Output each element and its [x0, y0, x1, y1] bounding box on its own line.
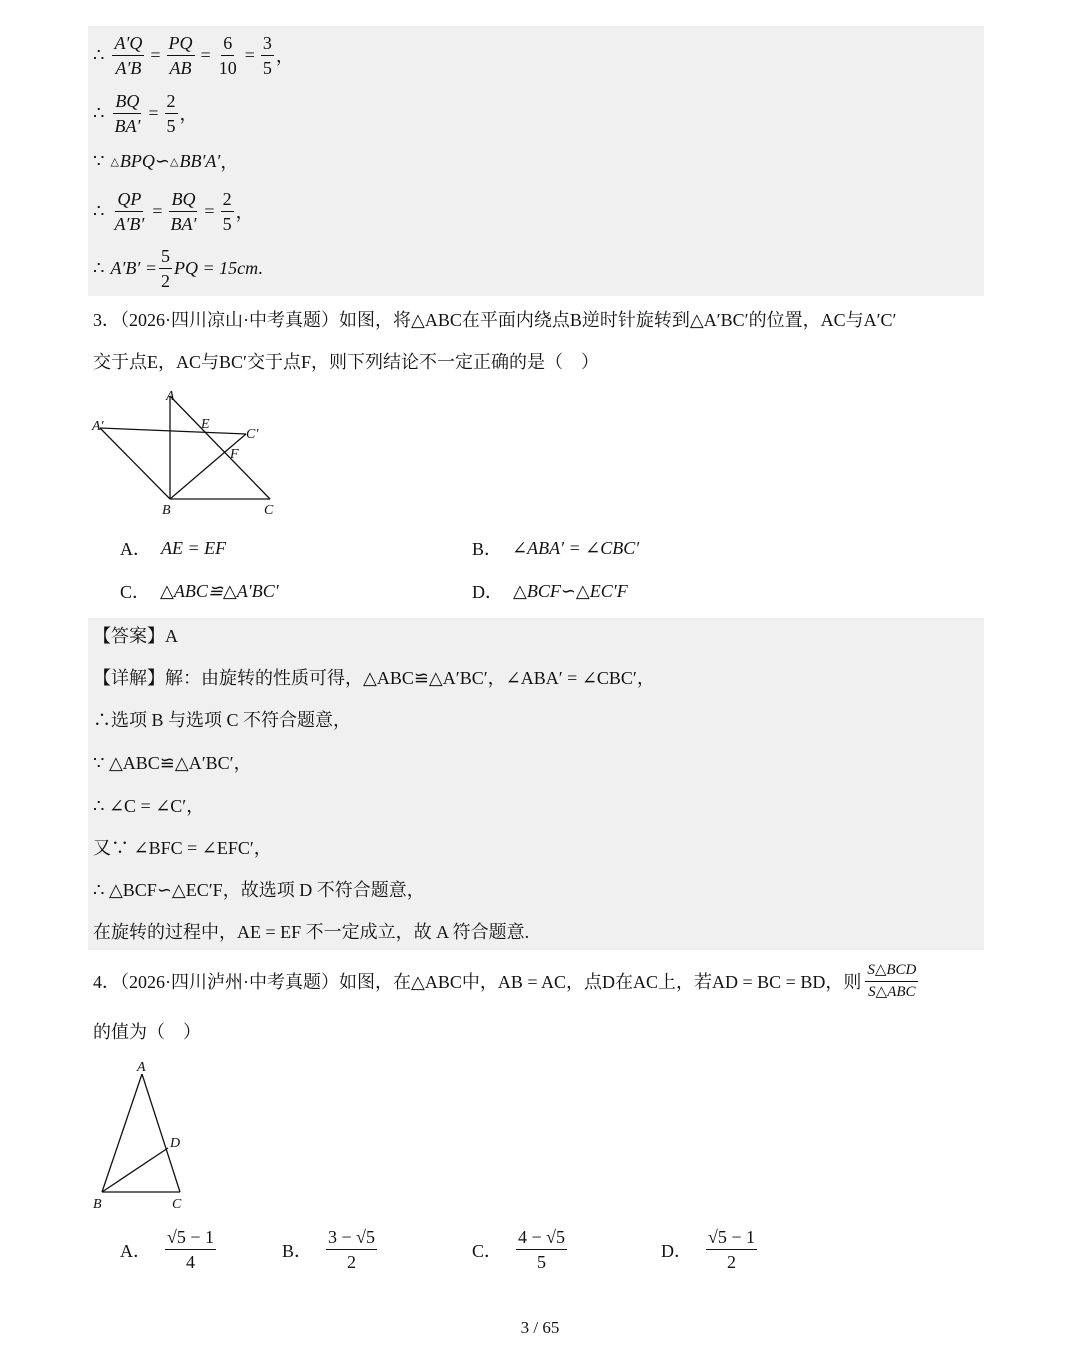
q3-detail-4: ∴ ∠C = ∠C′， [93, 796, 205, 816]
q4-option-d[interactable]: D． $\frac{√5 - 1}{2}$ [661, 1227, 756, 1272]
label-b: B [162, 503, 171, 518]
q3-stem-line-2: 交于点E，AC与BC′交于点F，则下列结论不一定正确的是（ ） [93, 352, 599, 372]
q4-stem-line-2: 的值为（ ） [93, 1022, 201, 1042]
q4-option-b[interactable]: B． $\frac{3 - √5}{2}$ [282, 1227, 376, 1272]
solution-line-2: ∴ $\frac{BQ}{BA'}$ = $\frac{2}{5}$ ， [93, 90, 198, 136]
segment-a-c [170, 396, 270, 499]
q3-detail-6: ∴ △BCF∽△EC′F，故选项 D 不符合题意， [93, 880, 425, 900]
solution-line-4: ∴ $\frac{QP}{A'B'}$ = $\frac{BQ}{BA'}$ = $\frac{2}{5}$ ， [93, 188, 254, 234]
q3-detail-3: ∵ △ABC≌△A′BC′， [93, 753, 252, 773]
segment-a-b [102, 1074, 142, 1192]
label-f: F [230, 447, 239, 462]
q4-option-a[interactable]: A． $\frac{√5 - 1}{4}$ [120, 1227, 215, 1272]
q3-detail-5: 又∵ ∠BFC = ∠EFC′， [93, 838, 272, 858]
label-e: E [201, 417, 210, 432]
q3-option-c[interactable]: C． △ABC≌△A′BC′ [120, 580, 279, 602]
segment-a1-c1 [100, 428, 246, 434]
solution-line-1: ∴ $\frac{A'Q}{A'B}$ = $\frac{PQ}{AB}$ = $\frac{6}{10}$ = $\frac{3}{5}$ ， [93, 32, 294, 78]
solution-line-3: ∵ △ BPQ∽ △ BB′A′ ， [93, 150, 239, 172]
label-c: C [264, 503, 274, 518]
label-c-prime: C′ [246, 427, 259, 442]
q4-stem-line-1: 4．（2026·四川泸州·中考真题）如图，在△ABC中，AB = AC，点D在AC上，若AD = BC = BD，则 $\frac{\text{S△BCD}}{\text{S△ABC}}$ [93, 961, 917, 1000]
q3-answer: 【答案】A [93, 626, 178, 646]
page-number: 3 / 65 [520, 1318, 560, 1337]
label-a: A [137, 1060, 146, 1075]
q3-figure [88, 386, 288, 518]
solution-line-5: ∴ A′B′ = $\frac{5}{2}$ PQ = 15cm . [93, 245, 263, 291]
q4-option-c[interactable]: C． $\frac{4 - √5}{5}$ [472, 1227, 566, 1272]
segment-b-c1 [170, 434, 246, 499]
q3-detail-7: 在旋转的过程中，AE = EF 不一定成立，故 A 符合题意. [93, 922, 530, 942]
q3-detail-1: 【详解】解：由旋转的性质可得，△ABC≌△A′BC′，∠ABA′ = ∠CBC′， [93, 668, 655, 688]
label-a: A [166, 389, 175, 404]
segment-a1-b [100, 428, 170, 499]
q3-option-d[interactable]: D． △BCF∽△EC′F [472, 580, 628, 602]
q4-figure [88, 1058, 198, 1212]
q3-option-a[interactable]: A． AE = EF [120, 537, 227, 559]
q3-detail-2: ∴选项 B 与选项 C 不符合题意， [93, 710, 352, 730]
q3-option-b[interactable]: B． ∠ABA′ = ∠CBC′ [472, 537, 640, 559]
label-b: B [93, 1197, 102, 1212]
segment-b-d [102, 1148, 168, 1192]
q3-stem-line-1: 3．（2026·四川凉山·中考真题）如图，将△ABC在平面内绕点B逆时针旋转到△A′BC′的位置，AC与A′C′ [93, 310, 897, 330]
label-a-prime: A′ [92, 419, 104, 434]
label-d: D [170, 1136, 181, 1151]
segment-a-c [142, 1074, 180, 1192]
label-c: C [172, 1197, 182, 1212]
